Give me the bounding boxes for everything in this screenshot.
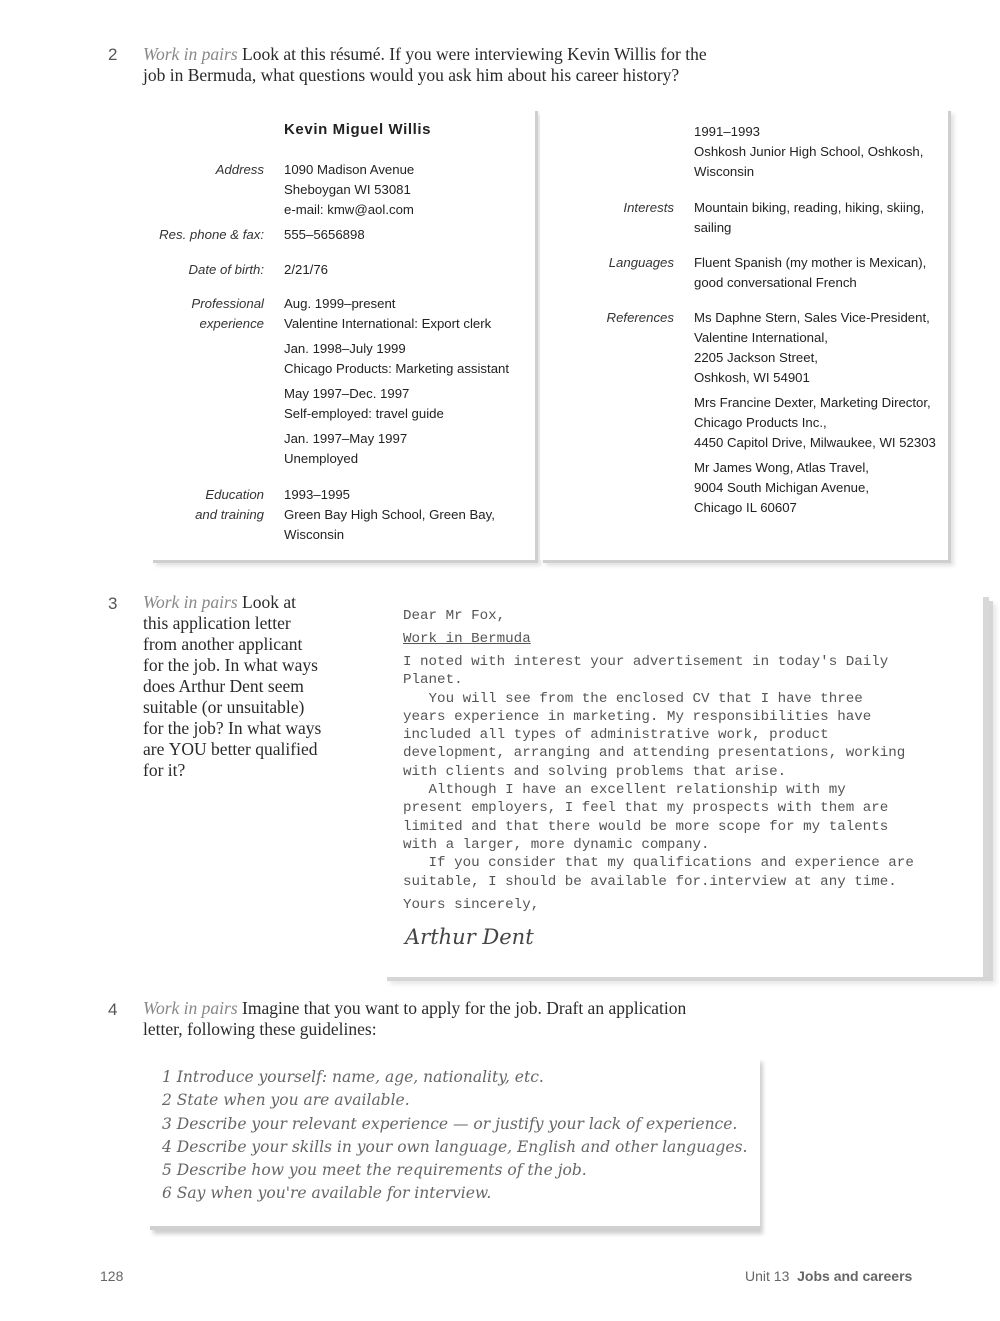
resume-name: Kevin Miguel Willis <box>284 121 432 138</box>
experience-entry: Aug. 1999–present Valentine International: Export clerk <box>284 296 492 331</box>
resume-left-panel <box>150 108 535 560</box>
instruction-text: Look at this résumé. If you were interviewing Kevin Willis for the <box>242 44 707 64</box>
experience-list <box>284 294 509 469</box>
experience-entry: Jan. 1998–July 1999 Chicago Products: Marketing assistant <box>284 341 510 376</box>
page-number: 128 <box>100 1268 124 1284</box>
guidelines-card <box>150 1058 760 1230</box>
dob-label: Date of birth: <box>188 262 264 277</box>
address-line: e-mail: kmw@aol.com <box>284 202 414 217</box>
reference-entry: Ms Daphne Stern, Sales Vice-President, Valentine International, 2205 Jackson Street, Oshkosh, WI 54901 <box>694 310 930 385</box>
education-entry: 1991–1993 Oshkosh Junior High School, Oshkosh, Wisconsin <box>694 124 924 179</box>
address-line: Sheboygan WI 53081 <box>284 182 411 197</box>
education-label: Education and training <box>195 487 264 522</box>
languages-value: Fluent Spanish (my mother is Mexican), good conversational French <box>694 255 927 290</box>
address-value <box>284 160 414 220</box>
education-entry: 1993–1995 Green Bay High School, Green Bay, Wisconsin <box>284 487 495 542</box>
exercise-number: 2 <box>108 45 118 64</box>
guideline-item: 5 Describe how you meet the requirements of the job. <box>162 1161 587 1180</box>
signature: Arthur Dent <box>405 925 534 949</box>
letter-greeting: Dear Mr Fox, <box>403 608 506 624</box>
work-in-pairs-label: Work in pairs <box>143 592 238 612</box>
letter-closing: Yours sincerely, <box>403 897 540 913</box>
experience-entry: May 1997–Dec. 1997 Self-employed: travel guide <box>284 386 444 421</box>
instruction-text: job in Bermuda, what questions would you ask him about his career history? <box>143 65 680 85</box>
interests-label: Interests <box>623 200 674 215</box>
unit-title: Jobs and careers <box>797 1268 913 1284</box>
interests-value: Mountain biking, reading, hiking, skiing, sailing <box>694 200 925 235</box>
guideline-item: 4 Describe your skills in your own language, English and other languages. <box>162 1137 748 1156</box>
guideline-item: 3 Describe your relevant experience — or justify your lack of experience. <box>162 1114 738 1133</box>
guidelines-list <box>162 1066 747 1206</box>
application-letter <box>383 597 989 977</box>
work-in-pairs-label: Work in pairs <box>143 998 238 1018</box>
dob-value: 2/21/76 <box>284 262 328 277</box>
letter-body: I noted with interest your advertisement in today's Daily Planet. You will see from the enclosed CV that I have three years experience in marketing. My responsibilities have included all types of administrative work, product development, arranging and attending presentations, working with clients and solving problems that arise. Although I have an excellent relationship with my present employers, I feel that my prospects with them are limited and that there would be more scope for my talents with a larger, more dynamic company. If you consider that my qualifications and experience are suitable, I should be available for.interview at any time. <box>403 654 914 890</box>
experience-entry: Jan. 1997–May 1997 Unemployed <box>284 431 408 466</box>
exercise-2-instructions <box>143 44 863 86</box>
letter-subject: Work in Bermuda <box>403 631 531 647</box>
experience-label: Professional experience <box>191 296 264 331</box>
work-in-pairs-label: Work in pairs <box>143 44 238 64</box>
address-label: Address <box>215 162 264 177</box>
reference-entry: Mrs Francine Dexter, Marketing Director, Chicago Products Inc., 4450 Capitol Drive, Milwaukee, WI 52303 <box>694 395 936 450</box>
exercise-4-instructions: Work in pairs Imagine that you want to apply for the job. Draft an application letter, following these guidelines: <box>143 998 687 1039</box>
references-label: References <box>606 310 674 325</box>
phone-value: 555–5656898 <box>284 227 365 242</box>
unit-number: Unit 13 <box>745 1268 790 1284</box>
guideline-item: 2 State when you are available. <box>162 1091 410 1110</box>
languages-label: Languages <box>608 255 674 270</box>
exercise-number: 4 <box>108 1000 118 1019</box>
unit-footer <box>745 1268 912 1284</box>
exercise-number: 3 <box>108 594 118 613</box>
exercise-3-instructions: Work in pairs Look at this application letter from another applicant for the job. In what ways does Arthur Dent seem suitable (or unsuitable) for the job? In what ways are YOU better qualified for it? <box>143 592 322 780</box>
references-list <box>694 308 936 518</box>
guideline-item: 6 Say when you're available for interview. <box>162 1184 492 1203</box>
address-line: 1090 Madison Avenue <box>284 162 415 177</box>
phone-label: Res. phone & fax: <box>159 227 264 242</box>
reference-entry: Mr James Wong, Atlas Travel, 9004 South Michigan Avenue, Chicago IL 60607 <box>694 460 869 515</box>
resume-right-panel <box>540 108 948 560</box>
guideline-item: 1 Introduce yourself: name, age, nationality, etc. <box>162 1068 544 1086</box>
